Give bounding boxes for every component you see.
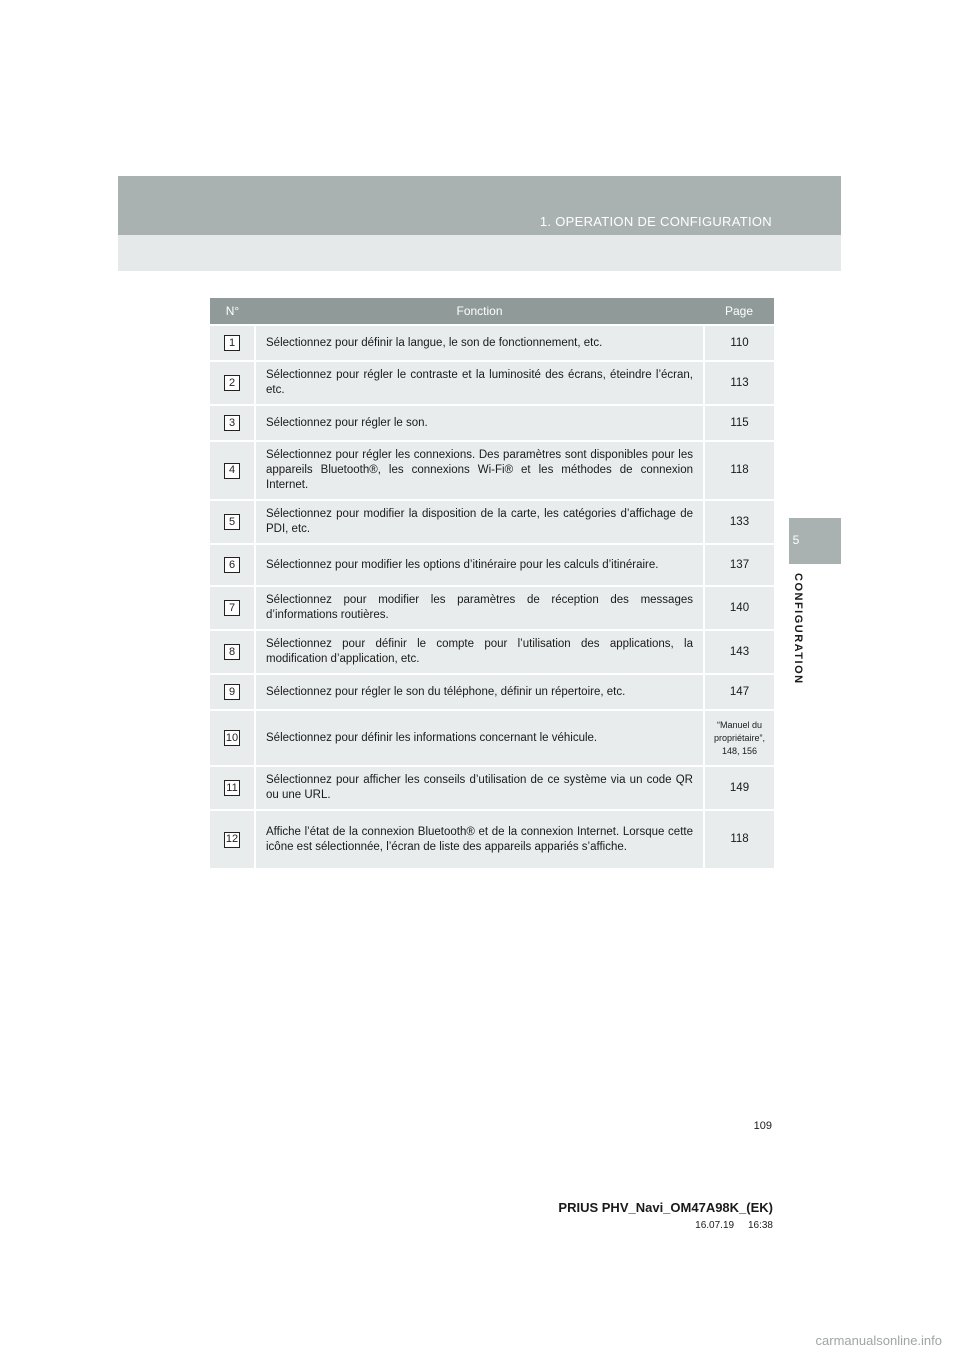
chapter-label-text: CONFIGURATION — [792, 573, 804, 685]
table-row — [210, 544, 774, 586]
chapter-label — [788, 573, 808, 683]
function-cell: Affiche l’état de la connexion Bluetooth® et de la connexion Internet. Lorsque cette icône est sélectionnée, l’écran de liste des appareils appariés s’affiche. — [255, 810, 704, 868]
page-cell: 147 — [704, 674, 774, 710]
table-row — [210, 361, 774, 405]
function-cell: Sélectionnez pour régler le son. — [255, 405, 704, 441]
section-title: 1. OPERATION DE CONFIGURATION — [539, 214, 772, 229]
page-number: 109 — [753, 1120, 772, 1132]
table-row — [210, 441, 774, 500]
page-cell: 115 — [704, 405, 774, 441]
document-code: PRIUS PHV_Navi_OM47A98K_(EK) — [558, 1200, 773, 1215]
page-cell: 118 — [704, 810, 774, 868]
item-number-badge: 9 — [224, 684, 240, 700]
function-cell: Sélectionnez pour modifier les options d’itinéraire pour les calculs d’itinéraire. — [255, 544, 704, 586]
page-cell: 118 — [704, 441, 774, 500]
item-number-badge: 7 — [224, 600, 240, 616]
table-row — [210, 710, 774, 766]
table-row — [210, 325, 774, 361]
function-cell: Sélectionnez pour régler le son du téléphone, définir un répertoire, etc. — [255, 674, 704, 710]
page-cell: 137 — [704, 544, 774, 586]
page-cell: 143 — [704, 630, 774, 674]
table-row — [210, 766, 774, 810]
function-cell: Sélectionnez pour régler le contraste et la luminosité des écrans, éteindre l’écran, etc. — [255, 361, 704, 405]
page-cell: 110 — [704, 325, 774, 361]
item-number-badge: 6 — [224, 557, 240, 573]
page-cell: 113 — [704, 361, 774, 405]
page-cell: 149 — [704, 766, 774, 810]
chapter-tab — [789, 518, 841, 564]
table-row — [210, 630, 774, 674]
table-row — [210, 810, 774, 868]
item-number-badge: 3 — [224, 415, 240, 431]
watermark: carmanualsonline.info — [815, 1333, 942, 1348]
item-number-badge: 8 — [224, 644, 240, 660]
item-number-badge: 2 — [224, 375, 240, 391]
page-cell: 140 — [704, 586, 774, 630]
item-number-badge: 1 — [224, 335, 240, 351]
chapter-number: 5 — [792, 533, 800, 547]
page-cell: “Manuel du propriétaire”, 148, 156 — [704, 710, 774, 766]
function-cell: Sélectionnez pour modifier les paramètres de réception des messages d’informations routières. — [255, 586, 704, 630]
column-header-number: N° — [210, 298, 255, 325]
item-number-badge: 4 — [224, 463, 240, 479]
document-date: 16.07.19 16:38 — [695, 1220, 773, 1231]
item-number-badge: 11 — [224, 780, 240, 796]
function-cell: Sélectionnez pour définir les informations concernant le véhicule. — [255, 710, 704, 766]
item-number-badge: 12 — [224, 832, 240, 848]
function-table — [210, 298, 774, 868]
table-row — [210, 500, 774, 544]
function-cell: Sélectionnez pour régler les connexions. Des paramètres sont disponibles pour les appareils Bluetooth®, les connexions Wi-Fi® et les méthodes de connexion Internet. — [255, 441, 704, 500]
item-number-badge: 10 — [224, 730, 240, 746]
table-header-row — [210, 298, 774, 325]
function-cell: Sélectionnez pour afficher les conseils d’utilisation de ce système via un code QR ou une URL. — [255, 766, 704, 810]
table-row — [210, 586, 774, 630]
section-header — [118, 176, 841, 271]
column-header-page: Page — [704, 298, 774, 325]
function-cell: Sélectionnez pour définir le compte pour l’utilisation des applications, la modification d’application, etc. — [255, 630, 704, 674]
page-cell: 133 — [704, 500, 774, 544]
section-header-band — [118, 176, 841, 235]
table-row — [210, 674, 774, 710]
function-cell: Sélectionnez pour définir la langue, le son de fonctionnement, etc. — [255, 325, 704, 361]
table-row — [210, 405, 774, 441]
function-cell: Sélectionnez pour modifier la disposition de la carte, les catégories d’affichage de PDI, etc. — [255, 500, 704, 544]
item-number-badge: 5 — [224, 514, 240, 530]
column-header-function: Fonction — [255, 298, 704, 325]
